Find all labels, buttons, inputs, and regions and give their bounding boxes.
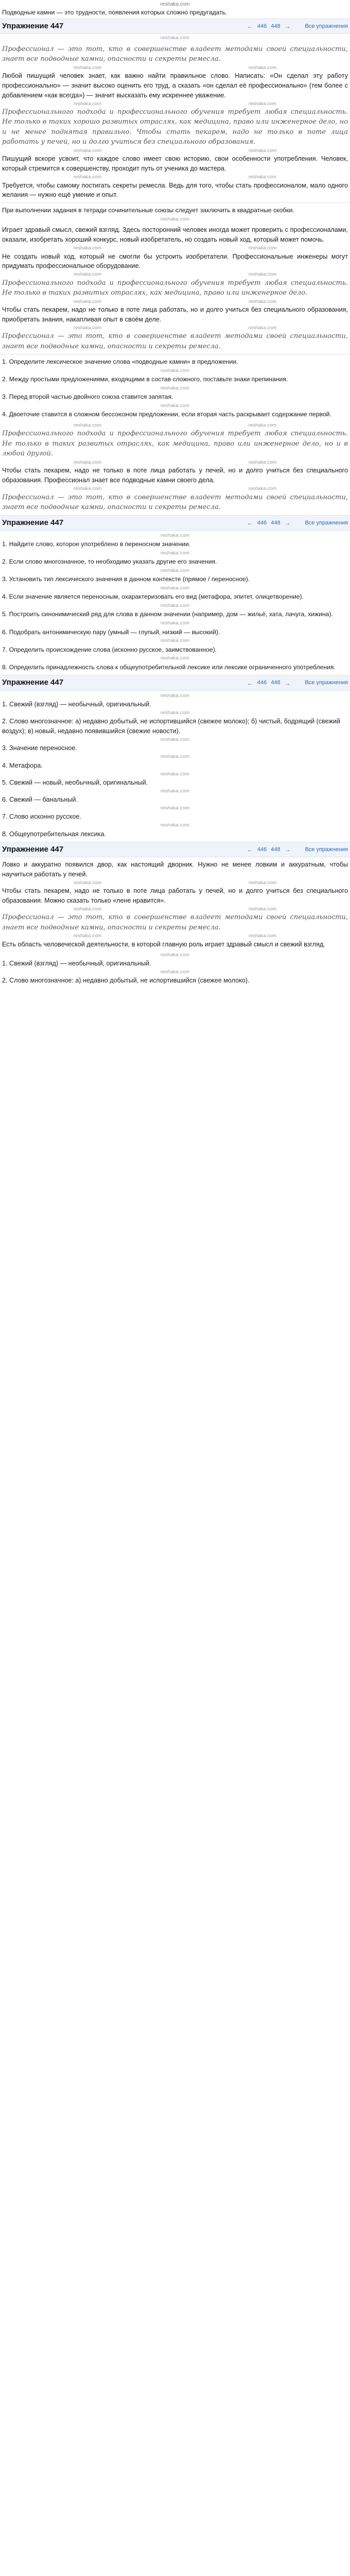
watermark-row xyxy=(0,148,350,154)
watermark: reshaka.com xyxy=(248,272,277,278)
question-number: 7. xyxy=(2,646,8,653)
exercise-nav-bar xyxy=(0,842,350,858)
watermark-row xyxy=(0,460,350,465)
text-paragraph: Не создать новый ход, который не смогли бы устроить изобретатели. Профессиональные инженеры могут придумать профессиональное оборудование. xyxy=(2,252,348,270)
answer-item xyxy=(0,811,350,822)
watermark: reshaka.com xyxy=(73,100,102,107)
next-exercise-link[interactable]: 448 xyxy=(271,519,281,526)
watermark: reshaka.com xyxy=(160,216,190,223)
task-number: 3. xyxy=(2,393,8,401)
watermark: reshaka.com xyxy=(160,788,190,794)
watermark: reshaka.com xyxy=(248,422,277,429)
page xyxy=(0,0,350,993)
exercise-nav-bar xyxy=(0,515,350,531)
task-note: При выполнении задания в тетради сочинительные союзы следует заключить в квадратные скобки. xyxy=(2,207,294,214)
watermark: reshaka.com xyxy=(248,933,277,939)
question-number: 4. xyxy=(2,593,8,601)
watermark: reshaka.com xyxy=(73,174,102,180)
watermark: reshaka.com xyxy=(160,367,190,374)
all-exercises-link[interactable]: Все упражнения xyxy=(305,519,348,526)
answer-item xyxy=(0,716,350,737)
watermark: reshaka.com xyxy=(160,403,190,409)
watermark: reshaka.com xyxy=(160,737,190,743)
watermark: reshaka.com xyxy=(248,906,277,912)
answer-item xyxy=(0,829,350,840)
tasks-list xyxy=(0,357,350,420)
handwritten-paragraph: Профессионального подхода и профессионального обучения требует любая специальность. Не только в таких развитых отраслях, как медицина, право или инженерное дело, но и в любой другой. xyxy=(2,430,348,458)
watermark: reshaka.com xyxy=(160,969,190,975)
text-paragraph: Чтобы стать пекарем, надо не только в поте лица работать, но и долго учиться без специального образования, приобретать знания, накапливая опыт в своём деле. xyxy=(2,306,348,323)
watermark: reshaka.com xyxy=(73,906,102,912)
watermark: reshaka.com xyxy=(160,709,190,716)
watermark: reshaka.com xyxy=(73,272,102,278)
watermark: reshaka.com xyxy=(160,603,190,609)
answer-text: Слово многозначное: а) недавно добытый, не испортившийся (свежее молоко); б) чистый, бодрящий (свежий воздух); в) новый, недавно появившийся (свежие новости). xyxy=(2,718,340,735)
question-text: Установить тип лексического значения в данном контексте (прямое / переносное). xyxy=(9,575,250,583)
watermark: reshaka.com xyxy=(73,147,102,154)
exercise-title: Упражнение 447 xyxy=(2,21,64,30)
watermark: reshaka.com xyxy=(73,325,102,331)
task-item xyxy=(0,409,350,420)
question-item xyxy=(0,574,350,585)
question-text: Подобрать антонимическую пару (умный — глупый, низкий — высокий). xyxy=(9,628,220,636)
watermark-row xyxy=(0,933,350,939)
question-item xyxy=(0,591,350,603)
watermark: reshaka.com xyxy=(248,486,277,492)
watermark-row xyxy=(0,880,350,886)
exercise-title: Упражнение 447 xyxy=(2,844,64,854)
watermark: reshaka.com xyxy=(248,245,277,251)
question-number: 1. xyxy=(2,540,8,548)
watermark: reshaka.com xyxy=(160,692,190,699)
question-text: Определить принадлежность слова к общеупотребительной лексике или лексике ограниченного употребления. xyxy=(9,663,336,671)
question-number: 8. xyxy=(2,663,8,671)
watermark: reshaka.com xyxy=(248,459,277,465)
all-exercises-link[interactable]: Все упражнения xyxy=(305,680,348,686)
watermark: reshaka.com xyxy=(160,952,190,958)
watermark: reshaka.com xyxy=(248,298,277,304)
all-exercises-link[interactable]: Все упражнения xyxy=(305,23,348,29)
watermark: reshaka.com xyxy=(73,422,102,429)
next-arrow-icon[interactable]: → xyxy=(284,679,291,687)
task-number: 1. xyxy=(2,358,8,366)
watermark-row xyxy=(0,325,350,331)
handwritten-paragraph: Профессионального подхода и профессионального обучения требует любая специальность. Не только в таких развитых отраслях, как медицина, право или инженерное дело. xyxy=(2,279,348,297)
question-item xyxy=(0,539,350,550)
watermark-row xyxy=(0,422,350,428)
watermark: reshaka.com xyxy=(248,879,277,886)
watermark: reshaka.com xyxy=(160,822,190,828)
question-item xyxy=(0,627,350,638)
watermark: reshaka.com xyxy=(160,805,190,811)
watermark: reshaka.com xyxy=(160,620,190,626)
prev-arrow-icon[interactable]: ← xyxy=(247,22,253,30)
prev-exercise-link[interactable]: 446 xyxy=(257,680,267,686)
questions-list xyxy=(0,533,350,673)
watermark: reshaka.com xyxy=(160,35,190,41)
answer-number: 7. xyxy=(2,813,8,821)
watermark: reshaka.com xyxy=(160,754,190,760)
next-arrow-icon[interactable]: → xyxy=(284,22,291,30)
watermark-row xyxy=(0,101,350,107)
watermark: reshaka.com xyxy=(160,385,190,391)
answer-number: 2. xyxy=(2,718,8,725)
question-item xyxy=(0,662,350,673)
question-text: Найдите слово, которое употреблено в переносном значении. xyxy=(9,540,191,548)
watermark-row xyxy=(0,174,350,180)
exercise-nav xyxy=(247,22,348,31)
answer-number: 3. xyxy=(2,744,8,752)
answer-number: 4. xyxy=(2,761,8,769)
answer-number: 8. xyxy=(2,830,8,838)
prev-arrow-icon[interactable]: ← xyxy=(247,679,253,687)
section-four xyxy=(0,859,350,950)
watermark: reshaka.com xyxy=(73,459,102,465)
watermark-row xyxy=(0,906,350,912)
task-text: Между простыми предложениями, входящими в состав сложного, поставьте знаки препинания. xyxy=(9,376,288,383)
handwritten-paragraph: Профессионал — это тот, кто в совершенстве владеет методами своей специальности, знает все подводные камни, опасности и секреты ремесла. xyxy=(2,45,348,63)
watermark-row xyxy=(0,299,350,304)
watermark: reshaka.com xyxy=(73,245,102,251)
next-arrow-icon[interactable]: → xyxy=(284,845,291,853)
task-text: Перед второй частью двойного союза ставится запятая. xyxy=(9,393,173,401)
next-exercise-link[interactable]: 448 xyxy=(271,846,281,853)
section-one xyxy=(0,44,350,201)
watermark: reshaka.com xyxy=(73,879,102,886)
next-exercise-link[interactable]: 448 xyxy=(271,23,281,29)
exercise-nav xyxy=(247,845,348,854)
question-number: 6. xyxy=(2,628,8,636)
watermark: reshaka.com xyxy=(160,771,190,777)
answer-item xyxy=(0,794,350,805)
handwritten-paragraph: Профессионального подхода и профессионального обучения требует любая специальность. Не только в таких хорошо развитых отраслях, как медицина, право или инженерное дело, но и не менее поднятая правильно. Чтобы стать пекарем, надо не только в поте лица работать у печей, но и долго учиться без специального образования. xyxy=(2,108,348,146)
prev-exercise-link[interactable]: 446 xyxy=(257,23,267,29)
answer-text: Свежий (взгляд) — необычный, оригинальный. xyxy=(9,959,151,967)
prev-exercise-link[interactable]: 446 xyxy=(257,846,267,853)
watermark-row xyxy=(0,486,350,492)
task-item xyxy=(0,357,350,368)
watermark: reshaka.com xyxy=(160,568,190,574)
answer-text: Значение переносное. xyxy=(9,744,77,752)
prev-arrow-icon[interactable]: ← xyxy=(247,519,253,527)
task-text: Определите лексическое значение слова «подводные камни» в предложении. xyxy=(9,358,238,366)
exercise-nav xyxy=(247,518,348,528)
watermark: reshaka.com xyxy=(160,550,190,556)
exercise-nav-bar xyxy=(0,19,350,35)
section-three xyxy=(0,422,350,513)
answer-number: 6. xyxy=(2,796,8,804)
answer-number: 1. xyxy=(2,701,8,708)
watermark: reshaka.com xyxy=(73,486,102,492)
question-number: 5. xyxy=(2,611,8,618)
next-exercise-link[interactable]: 448 xyxy=(271,680,281,686)
prev-arrow-icon[interactable]: ← xyxy=(247,845,253,853)
answer-text: Свежий (взгляд) — необычный, оригинальный. xyxy=(9,701,151,708)
answer-item xyxy=(0,760,350,771)
all-exercises-link[interactable]: Все упражнения xyxy=(305,846,348,853)
answer-text: Свежий — новый, необычный, оригинальный. xyxy=(9,778,148,786)
exercise-title: Упражнение 447 xyxy=(2,678,64,687)
question-number: 2. xyxy=(2,558,8,566)
watermark: reshaka.com xyxy=(248,64,277,71)
watermark: reshaka.com xyxy=(73,298,102,304)
answer-item xyxy=(0,975,350,986)
answer-text: Слово многозначное: а) недавно добытый, не испортившийся (свежее молоко). xyxy=(9,977,250,985)
final-answers xyxy=(0,952,350,986)
task-number: 4. xyxy=(2,411,8,418)
answer-item xyxy=(0,699,350,710)
text-paragraph: Ловко и аккуратно появился двор, как настоящий дворник. Нужно не менее ловким и аккуратным, чтобы научиться работать у печей. xyxy=(2,861,348,878)
exercise-title: Упражнение 447 xyxy=(2,518,64,527)
next-arrow-icon[interactable]: → xyxy=(284,519,291,527)
watermark: reshaka.com xyxy=(248,147,277,154)
handwritten-paragraph: Профессионал — это тот, кто в совершенстве владеет методами своей специальности, знает все подводные камни, опасности и секреты ремесла. xyxy=(2,493,348,511)
answer-text: Метафора. xyxy=(9,761,43,769)
question-item xyxy=(0,609,350,620)
answer-text: Слово исконно русское. xyxy=(9,813,81,821)
text-paragraph: Играет здравый смысл, свежий взгляд. Здесь посторонний человек иногда может проверить с профессионалами, оказали, изобретать хороший конкурс, новый изобретатель, но создать новый ход, который может помочь. xyxy=(2,226,348,244)
task-number: 2. xyxy=(2,376,8,383)
question-text: Если значение является переносным, охарактеризовать его вид (метафора, эпитет, олицетворение). xyxy=(9,593,304,601)
question-text: Если слово многозначное, то необходимо указать другие его значения. xyxy=(9,558,217,566)
watermark: reshaka.com xyxy=(160,585,190,591)
prev-exercise-link[interactable]: 446 xyxy=(257,519,267,526)
text-paragraph: Любой пишущий человек знает, как важно найти правильное слово. Написать: «Он сделал эту работу профессионально» — значит высоко оценить его труд, а сказать «он сделал её профессионально» (тем более с добавлением «как всегда») — значит высказать ему искреннее уважение. xyxy=(2,72,348,99)
answer-text: Свежий — банальный. xyxy=(9,796,78,804)
watermark-row xyxy=(0,245,350,251)
watermark: reshaka.com xyxy=(248,325,277,331)
task-item xyxy=(0,374,350,385)
answers-list xyxy=(0,693,350,840)
handwritten-paragraph: Профессионал — это тот, кто в совершенстве владеет методами своей специальности, знает все подводные камни, опасности и секреты ремесла. xyxy=(2,913,348,931)
question-item xyxy=(0,645,350,656)
exercise-nav-bar xyxy=(0,675,350,691)
watermark: reshaka.com xyxy=(248,100,277,107)
text-paragraph: Требуется, чтобы самому постигать секреты ремесла. Ведь для того, чтобы стать профессионалом, мало одного желания — нужно ещё умение и опыт. xyxy=(2,181,348,199)
text-paragraph: Есть область человеческой деятельности, в которой главную роль играет здравый смысл и свежий взгляд. xyxy=(2,940,325,948)
answer-text: Общеупотребительная лексика. xyxy=(9,830,106,838)
answer-number: 1. xyxy=(2,959,8,967)
task-text: Двоеточие ставится в сложном бессоюзном предложении, если вторая часть раскрывает содержание первой. xyxy=(9,411,331,418)
watermark: reshaka.com xyxy=(248,174,277,180)
divider xyxy=(0,202,350,203)
intro-text: Подводные камни — это трудности, появления которых сложно предугадать. xyxy=(2,9,227,16)
answer-item xyxy=(0,958,350,969)
answer-item xyxy=(0,743,350,754)
watermark: reshaka.com xyxy=(160,638,190,644)
watermark-row xyxy=(0,272,350,277)
section-two xyxy=(0,225,350,352)
answer-number: 5. xyxy=(2,778,8,786)
text-paragraph: Чтобы стать пекарем, надо не только в поте лица работать у печей, но и долго учиться без специального образования. Можно сказать только «лене нравится». xyxy=(2,887,348,905)
question-item xyxy=(0,556,350,568)
question-text: Определить происхождение слова (исконно русское, заимствованное). xyxy=(9,646,217,653)
watermark: reshaka.com xyxy=(73,64,102,71)
answer-number: 2. xyxy=(2,977,8,985)
watermark: reshaka.com xyxy=(160,533,190,538)
watermark: reshaka.com xyxy=(160,655,190,662)
text-paragraph: Пишущий вскоре усвоит, что каждое слово имеет свою историю, свои особенности употребления. Человек, который стремится к совершенству, проходит путь от ученика до мастера. xyxy=(2,155,348,173)
answer-item xyxy=(0,777,350,788)
watermark-row xyxy=(0,65,350,71)
text-paragraph: Чтобы стать пекарем, надо не только в поте лица работать у печей, но и долго учиться без специального образования. Профессионал знает все подводные камни своего дела. xyxy=(2,467,348,484)
question-number: 3. xyxy=(2,575,8,583)
exercise-nav xyxy=(247,679,348,688)
question-text: Построить синонимический ряд для слова в данном значении (например, дом — жильё, хата, лачуга, хижина). xyxy=(9,611,333,618)
site-domain[interactable]: reshaka.com xyxy=(160,2,190,7)
watermark: reshaka.com xyxy=(73,933,102,939)
task-item xyxy=(0,392,350,403)
handwritten-paragraph: Профессионал — это тот, кто в совершенстве владеет методами своей специальности, знает все подводные камни, опасности и секреты ремесла. xyxy=(2,332,348,350)
